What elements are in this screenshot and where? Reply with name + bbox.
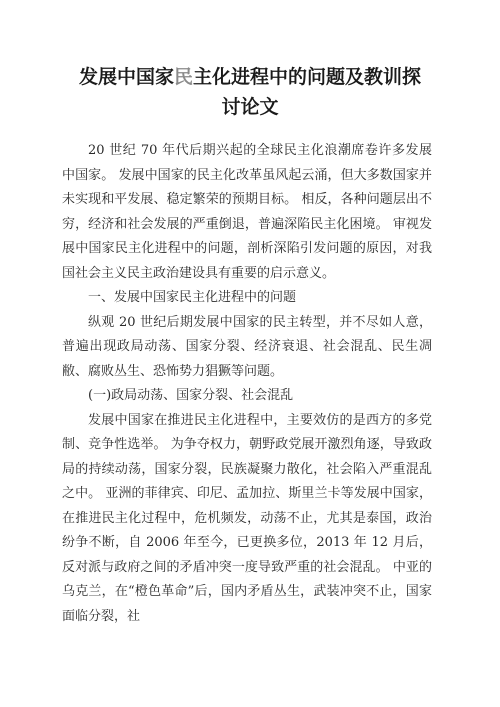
document-title [60,62,440,122]
paragraph-overview: 纵观 20 世纪后期发展中国家的民主转型，并不尽如人意，普遍出现政局动荡、国家分裂、经济衰退、社会混乱、民生凋敝、腐败丛生、恐怖势力猖獗等问题。 [62,314,432,379]
section-heading-1: 一、发展中国家民主化进程中的问题 [88,290,297,305]
subsection-heading-1: (一)政局动荡、国家分裂、社会混乱 [88,388,294,403]
paragraph-political-turmoil: 发展中国家在推进民主化进程中，主要效仿的是西方的多党制、竞争性选举。 为争夺权力，朝野政党展开激烈角逐，导致政局的持续动荡，国家分裂，民族凝聚力散化，社会陷入严重混乱之中。 亚洲的菲律宾、印尼、孟加拉、斯里兰卡等发展中国家，在推进民主化过程中，危机频发，动荡不止，尤其是泰国，政治纷争不断，自 2006 年至今，已更换多位，2013 年 12 月后，反对派与政府之间的矛盾冲突一度导致严重的社会混乱。 中亚的乌克兰，在“橙色革命”后，国内矛盾丛生，武装冲突不止，国家面临分裂，社 [62,412,432,624]
title-line-2: 讨论文 [221,96,279,118]
title-part-1: 发展中国家 [78,66,174,88]
document-body [62,139,432,629]
title-part-2: 主化进程中的问题及教训探 [193,66,422,88]
paragraph-intro: 20 世纪 70 年代后期兴起的全球民主化浪潮席卷许多发展中国家。 发展中国家的民主化改革虽风起云涌，但大多数国家并未实现和平发展、稳定繁荣的预期目标。 相反，各种问题层出不穷，经济和社会发展的严重倒退，普遍深陷民主化困境。 审视发展中国家民主化进程中的问题，剖析深陷引发问题的原因，对我国社会主义民主政治建设具有重要的启示意义。 [62,143,432,281]
title-highlight: 民 [173,66,193,88]
